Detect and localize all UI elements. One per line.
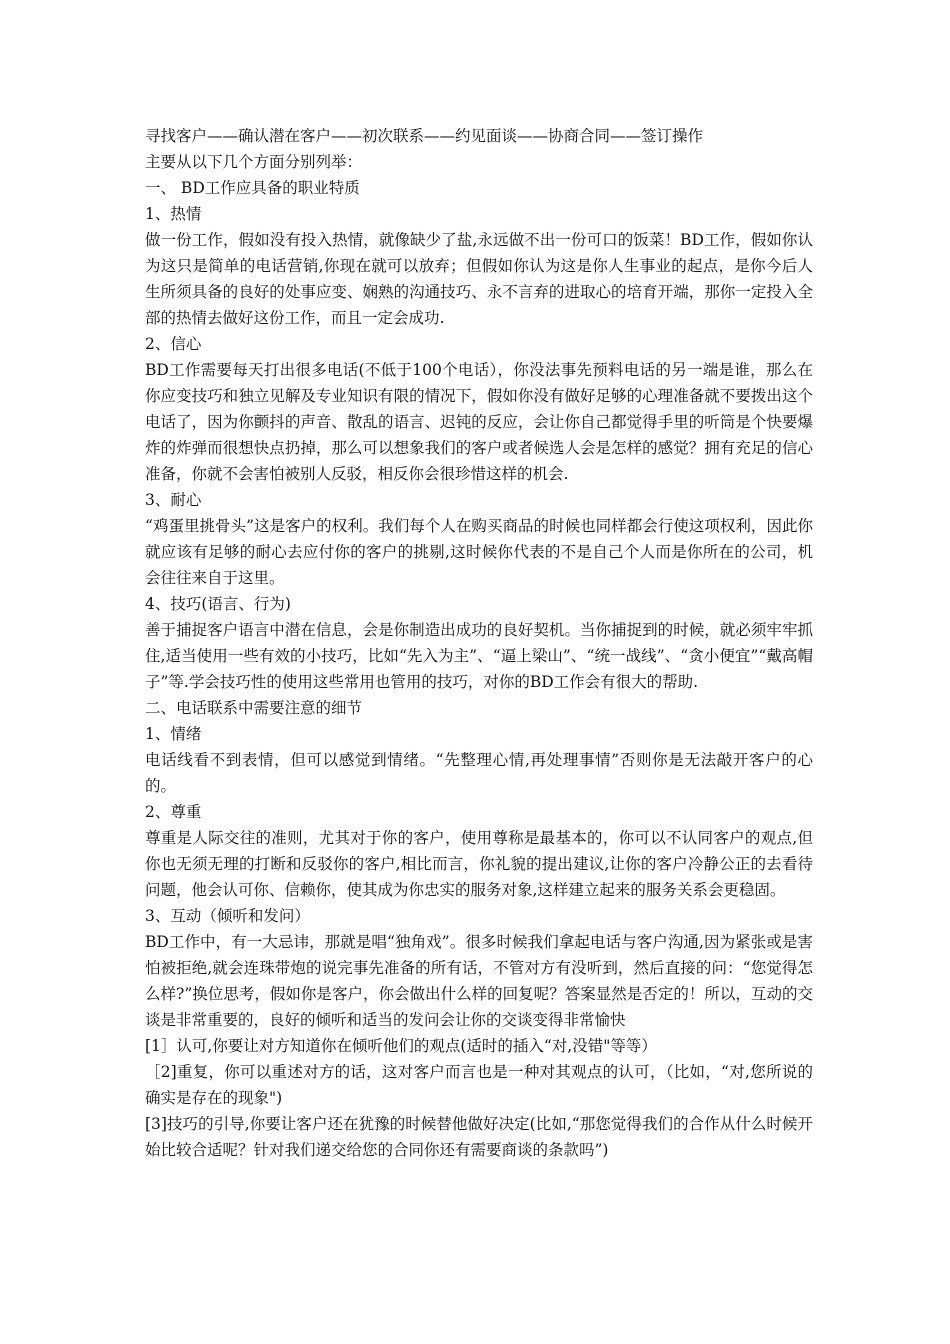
list-item-2: ［2]重复，你可以重述对方的话，这对客户而言也是一种对其观点的认可，（比如，“对,您所说的确实是存在的现象") <box>145 1063 813 1107</box>
subheading-patience: 3、耐心 <box>145 491 202 509</box>
list-item-3: [3]技巧的引导,你要让客户还在犹豫的时候替他做好决定(比如,“那您觉得我们的合作从什么时候开始比较合适呢？针对我们递交给您的合同你还有需要商谈的条款吗”) <box>145 1115 813 1159</box>
subheading-emotion: 1、情绪 <box>145 725 202 743</box>
subheading-interaction: 3、互动（倾听和发问） <box>145 907 310 925</box>
subheading-skills: 4、技巧(语言、行为) <box>145 595 291 613</box>
section-heading-2: 二、电话联系中需要注意的细节 <box>145 699 363 717</box>
list-item-1: [1］认可,你要让对方知道你在倾听他们的观点(适时的插入“对,没错"等等） <box>145 1037 657 1055</box>
paragraph-emotion: 电话线看不到表情，但可以感觉到情绪。“先整理心情,再处理事情”否则你是无法敲开客户的心的。 <box>145 751 813 795</box>
intro-line: 主要从以下几个方面分别列举： <box>145 153 363 171</box>
paragraph-respect: 尊重是人际交往的准则，尤其对于你的客户，使用尊称是最基本的，你可以不认同客户的观点,但你也无须无理的打断和反驳你的客户,相比而言，你礼貌的提出建议,让你的客户冷静公正的去看待问题，他会认可你、信赖你，使其成为你忠实的服务对象,这样建立起来的服务关系会更稳固。 <box>145 829 813 899</box>
paragraph-interaction: BD工作中，有一大忌讳，那就是唱“独角戏”。很多时候我们拿起电话与客户沟通,因为紧张或是害怕被拒绝,就会连珠带炮的说完事先准备的所有话，不管对方有没听到，然后直接的问：“您觉得怎么样?”换位思考，假如你是客户，你会做出什么样的回复呢？答案显然是否定的！所以，互动的交谈是非常重要的，良好的倾听和适当的发问会让你的交谈变得非常愉快 <box>145 933 813 1029</box>
paragraph-patience: “鸡蛋里挑骨头”这是客户的权利。我们每个人在购买商品的时候也同样都会行使这项权利，因此你就应该有足够的耐心去应付你的客户的挑剔,这时候你代表的不是自己个人而是你所在的公司，机会往往来自于这里。 <box>145 517 813 587</box>
document-body <box>145 123 813 1163</box>
paragraph-enthusiasm: 做一份工作，假如没有投入热情，就像缺少了盐,永远做不出一份可口的饭菜！BD工作，假如你认为这只是简单的电话营销,你现在就可以放弃；但假如你认为这是你人生事业的起点，是你今后人生所须具备的良好的处事应变、娴熟的沟通技巧、永不言弃的进取心的培育开端，那你一定投入全部的热情去做好这份工作，而且一定会成功. <box>145 231 813 327</box>
subheading-confidence: 2、信心 <box>145 335 202 353</box>
process-flow-line: 寻找客户——确认潜在客户——初次联系——约见面谈——协商合同——签订操作 <box>145 127 704 145</box>
section-heading-1: 一、 BD工作应具备的职业特质 <box>145 179 360 197</box>
paragraph-skills: 善于捕捉客户语言中潜在信息，会是你制造出成功的良好契机。当你捕捉到的时候，就必须牢牢抓住,适当使用一些有效的小技巧，比如“先入为主”、“逼上梁山”、“统一战线”、“贪小便宜”“戴高帽子”等.学会技巧性的使用这些常用也管用的技巧，对你的BD工作会有很大的帮助. <box>145 621 813 691</box>
subheading-respect: 2、尊重 <box>145 803 202 821</box>
paragraph-confidence: BD工作需要每天打出很多电话(不低于100个电话），你没法事先预料电话的另一端是谁，那么在你应变技巧和独立见解及专业知识有限的情况下，假如你没有做好足够的心理准备就不要拨出这个电话了，因为你颤抖的声音、散乱的语言、迟钝的反应，会让你自己都觉得手里的听筒是个快要爆炸的炸弹而很想快点扔掉，那么可以想象我们的客户或者候选人会是怎样的感觉？拥有充足的信心准备，你就不会害怕被别人反驳，相反你会很珍惜这样的机会. <box>145 361 813 483</box>
subheading-enthusiasm: 1、热情 <box>145 205 202 223</box>
